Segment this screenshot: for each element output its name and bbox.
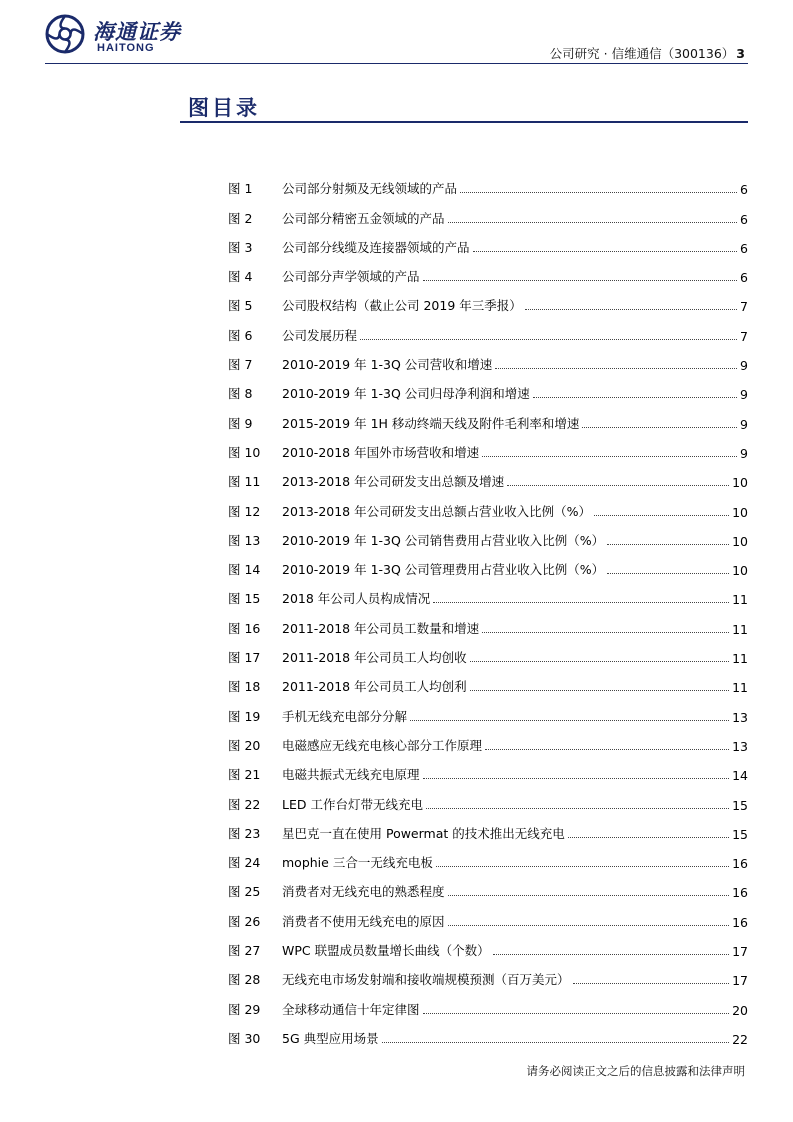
toc-leader-dots [410, 720, 729, 721]
toc-page-number: 14 [732, 768, 748, 784]
toc-row[interactable] [228, 344, 748, 373]
toc-figure-title: 消费者不使用无线充电的原因 [282, 913, 445, 929]
toc-figure-number: 图 26 [228, 913, 261, 929]
toc-row[interactable] [228, 695, 748, 724]
toc-page-number: 22 [732, 1031, 748, 1047]
toc-row[interactable] [228, 842, 748, 871]
toc-figure-title: 公司部分精密五金领域的产品 [282, 210, 445, 226]
toc-page-number: 20 [732, 1002, 748, 1018]
toc-leader-dots [594, 515, 729, 516]
logo-text-cn: 海通证券 [93, 19, 181, 44]
toc-page-number: 16 [732, 856, 748, 872]
toc-leader-dots [485, 749, 729, 750]
toc-figure-title: 2010-2019 年 1-3Q 公司归母净利润和增速 [282, 386, 530, 402]
toc-leader-dots [482, 456, 737, 457]
logo-text-en: HAITONG [97, 42, 155, 54]
toc-row[interactable] [228, 813, 748, 842]
toc-page-number: 16 [732, 885, 748, 901]
toc-figure-title: 消费者对无线充电的熟悉程度 [282, 884, 445, 900]
toc-page-number: 11 [732, 651, 748, 667]
toc-page-number: 9 [740, 387, 748, 403]
toc-leader-dots [448, 895, 730, 896]
toc-leader-dots [473, 251, 738, 252]
toc-leader-dots [423, 280, 738, 281]
toc-leader-dots [573, 983, 730, 984]
toc-row[interactable] [228, 637, 748, 666]
toc-figure-number: 图 16 [228, 620, 261, 636]
toc-figure-number: 图 18 [228, 679, 261, 695]
toc-row[interactable] [228, 871, 748, 900]
toc-row[interactable] [228, 227, 748, 256]
toc-figure-number: 图 29 [228, 1001, 261, 1017]
title-divider [180, 121, 748, 123]
toc-figure-title: 2011-2018 年公司员工数量和增速 [282, 620, 480, 636]
toc-figure-number: 图 24 [228, 855, 261, 871]
toc-page-number: 10 [732, 563, 748, 579]
toc-figure-number: 图 28 [228, 972, 261, 988]
toc-page-number: 6 [740, 270, 748, 286]
toc-figure-title: 电磁共振式无线充电原理 [282, 767, 420, 783]
toc-figure-title: WPC 联盟成员数量增长曲线（个数） [282, 943, 490, 959]
toc-row[interactable] [228, 725, 748, 754]
toc-row[interactable] [228, 168, 748, 197]
haitong-logo-icon [45, 14, 85, 54]
toc-figure-number: 图 25 [228, 884, 261, 900]
toc-page-number: 10 [732, 533, 748, 549]
toc-figure-title: 电磁感应无线充电核心部分工作原理 [282, 737, 483, 753]
toc-row[interactable] [228, 607, 748, 636]
toc-figure-number: 图 19 [228, 708, 261, 724]
toc-figure-title: 2013-2018 年公司研发支出总额及增速 [282, 474, 505, 490]
toc-page-number: 7 [740, 299, 748, 315]
toc-leader-dots [436, 866, 729, 867]
page-number: 3 [736, 46, 745, 61]
toc-figure-title: 公司部分声学领域的产品 [282, 269, 420, 285]
toc-page-number: 16 [732, 914, 748, 930]
toc-row[interactable] [228, 197, 748, 226]
toc-page-number: 6 [740, 182, 748, 198]
toc-page-number: 17 [732, 973, 748, 989]
toc-leader-dots [482, 632, 729, 633]
toc-leader-dots [607, 573, 729, 574]
toc-figure-number: 图 27 [228, 943, 261, 959]
toc-leader-dots [423, 1013, 730, 1014]
toc-figure-title: 5G 典型应用场景 [282, 1030, 379, 1046]
toc-figure-title: 2011-2018 年公司员工人均创收 [282, 650, 467, 666]
toc-page-number: 11 [732, 621, 748, 637]
toc-page-number: 9 [740, 445, 748, 461]
toc-figure-title: 2010-2019 年 1-3Q 公司营收和增速 [282, 357, 493, 373]
toc-row[interactable] [228, 783, 748, 812]
toc-figure-number: 图 13 [228, 532, 261, 548]
toc-leader-dots [448, 925, 730, 926]
toc-leader-dots [607, 544, 729, 545]
toc-row[interactable] [228, 432, 748, 461]
toc-leader-dots [507, 485, 729, 486]
toc-row[interactable] [228, 373, 748, 402]
toc-figure-number: 图 3 [228, 239, 253, 255]
toc-figure-title: 无线充电市场发射端和接收端规模预测（百万美元） [282, 972, 570, 988]
company-logo [45, 14, 195, 58]
toc-page-number: 13 [732, 738, 748, 754]
toc-page-number: 7 [740, 328, 748, 344]
toc-row[interactable] [228, 314, 748, 343]
toc-page-number: 17 [732, 944, 748, 960]
toc-figure-number: 图 8 [228, 386, 253, 402]
toc-page-number: 11 [732, 592, 748, 608]
toc-leader-dots [582, 427, 737, 428]
toc-page-number: 9 [740, 358, 748, 374]
header-breadcrumb [550, 44, 745, 62]
toc-leader-dots [568, 837, 729, 838]
figure-list [228, 168, 748, 1047]
toc-figure-number: 图 5 [228, 298, 253, 314]
toc-leader-dots [493, 954, 729, 955]
toc-leader-dots [382, 1042, 729, 1043]
toc-figure-title: LED 工作台灯带无线充电 [282, 796, 423, 812]
toc-row[interactable] [228, 900, 748, 929]
toc-figure-title: 星巴克一直在使用 Powermat 的技术推出无线充电 [282, 825, 565, 841]
toc-figure-number: 图 4 [228, 269, 253, 285]
toc-page-number: 11 [732, 680, 748, 696]
toc-leader-dots [495, 368, 737, 369]
toc-row[interactable] [228, 461, 748, 490]
toc-page-number: 6 [740, 240, 748, 256]
toc-figure-number: 图 15 [228, 591, 261, 607]
toc-row[interactable] [228, 754, 748, 783]
toc-figure-title: 2011-2018 年公司员工人均创利 [282, 679, 467, 695]
toc-figure-title: 2010-2019 年 1-3Q 公司销售费用占营业收入比例（%） [282, 532, 605, 548]
toc-row[interactable] [228, 1018, 748, 1047]
toc-figure-number: 图 23 [228, 825, 261, 841]
footer-disclaimer: 请务必阅读正文之后的信息披露和法律声明 [526, 1064, 745, 1078]
toc-row[interactable] [228, 666, 748, 695]
toc-row[interactable] [228, 256, 748, 285]
toc-figure-number: 图 30 [228, 1030, 261, 1046]
toc-row[interactable] [228, 520, 748, 549]
toc-figure-title: 2013-2018 年公司研发支出总额占营业收入比例（%） [282, 503, 591, 519]
toc-leader-dots [426, 808, 729, 809]
toc-figure-number: 图 17 [228, 650, 261, 666]
toc-leader-dots [423, 778, 730, 779]
toc-figure-title: 手机无线充电部分分解 [282, 708, 408, 724]
toc-leader-dots [460, 192, 737, 193]
toc-page-number: 6 [740, 211, 748, 227]
toc-page-number: 15 [732, 797, 748, 813]
toc-figure-number: 图 1 [228, 181, 253, 197]
toc-figure-number: 图 11 [228, 474, 261, 490]
toc-figure-title: 2010-2018 年国外市场营收和增速 [282, 444, 480, 460]
toc-figure-number: 图 22 [228, 796, 261, 812]
toc-row[interactable] [228, 490, 748, 519]
toc-row[interactable] [228, 578, 748, 607]
toc-figure-number: 图 6 [228, 327, 253, 343]
toc-figure-title: 2015-2019 年 1H 移动终端天线及附件毛利率和增速 [282, 415, 580, 431]
toc-figure-number: 图 7 [228, 357, 253, 373]
toc-figure-number: 图 20 [228, 737, 261, 753]
toc-figure-title: 2018 年公司人员构成情况 [282, 591, 431, 607]
toc-figure-title: 公司部分线缆及连接器领域的产品 [282, 239, 470, 255]
section-title: 图目录 [188, 96, 260, 120]
toc-figure-number: 图 12 [228, 503, 261, 519]
toc-figure-title: 公司发展历程 [282, 327, 358, 343]
toc-figure-number: 图 10 [228, 444, 261, 460]
toc-page-number: 10 [732, 504, 748, 520]
toc-page-number: 10 [732, 475, 748, 491]
toc-page-number: 15 [732, 826, 748, 842]
toc-row[interactable] [228, 930, 748, 959]
toc-leader-dots [470, 690, 729, 691]
toc-leader-dots [433, 602, 729, 603]
toc-page-number: 13 [732, 709, 748, 725]
toc-row[interactable] [228, 402, 748, 431]
header-divider [45, 63, 748, 64]
toc-figure-title: 2010-2019 年 1-3Q 公司管理费用占营业收入比例（%） [282, 562, 605, 578]
toc-figure-title: mophie 三合一无线充电板 [282, 855, 433, 871]
toc-figure-title: 公司股权结构（截止公司 2019 年三季报） [282, 298, 522, 314]
toc-row[interactable] [228, 285, 748, 314]
toc-figure-number: 图 2 [228, 210, 253, 226]
toc-row[interactable] [228, 959, 748, 988]
toc-leader-dots [470, 661, 729, 662]
toc-leader-dots [448, 222, 738, 223]
toc-figure-title: 全球移动通信十年定律图 [282, 1001, 420, 1017]
toc-figure-number: 图 9 [228, 415, 253, 431]
toc-figure-title: 公司部分射频及无线领域的产品 [282, 181, 458, 197]
toc-page-number: 9 [740, 416, 748, 432]
toc-leader-dots [360, 339, 737, 340]
toc-row[interactable] [228, 549, 748, 578]
toc-leader-dots [533, 397, 737, 398]
toc-leader-dots [525, 309, 737, 310]
breadcrumb-text: 公司研究 · 信维通信（300136） [549, 46, 735, 61]
toc-figure-number: 图 21 [228, 767, 261, 783]
toc-row[interactable] [228, 988, 748, 1017]
toc-figure-number: 图 14 [228, 562, 261, 578]
